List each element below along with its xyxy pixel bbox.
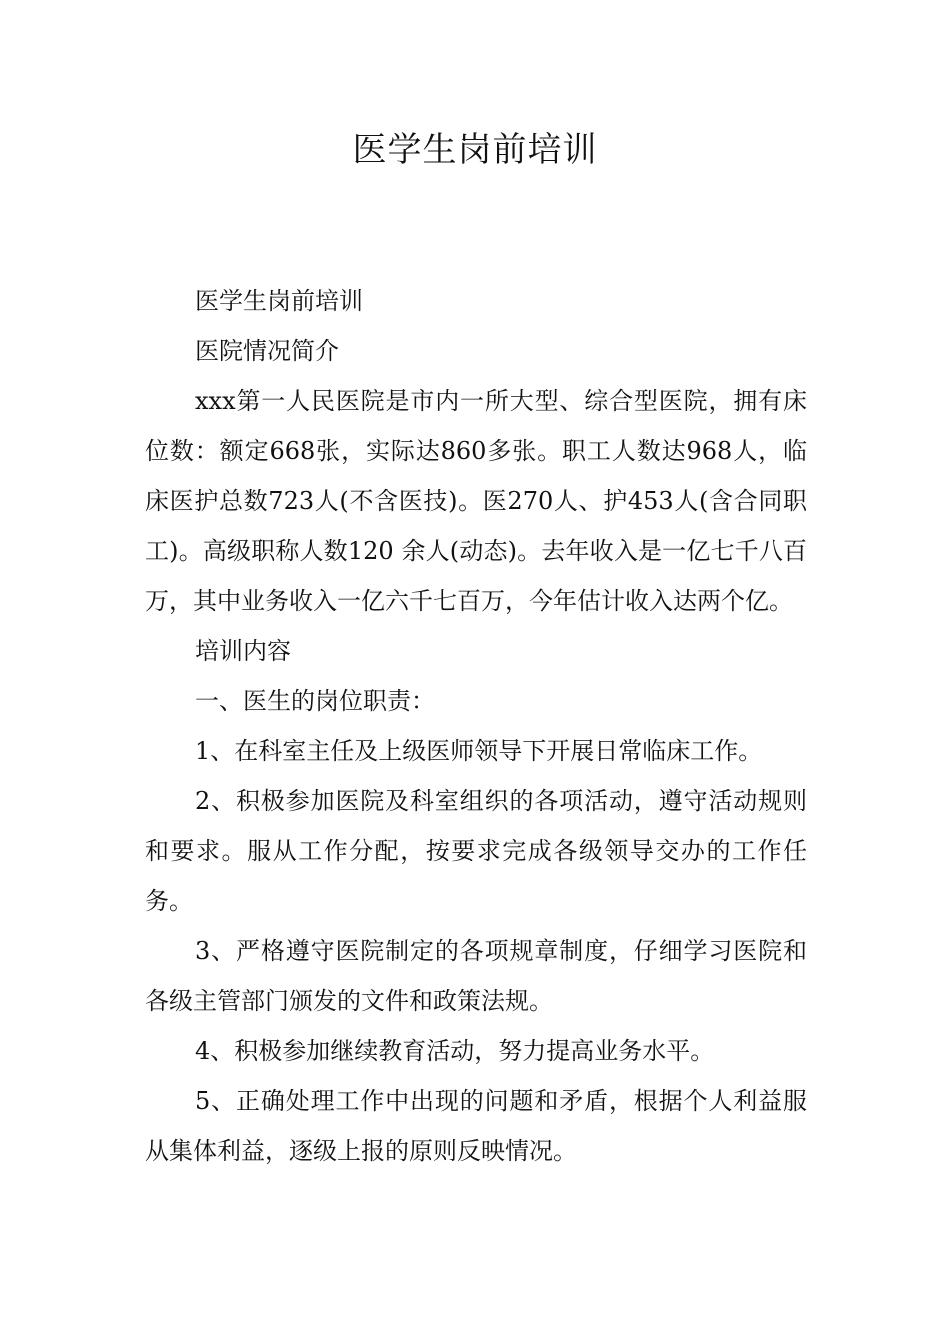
paragraph-hospital-intro: xxx第一人民医院是市内一所大型、综合型医院，拥有床位数：额定668张，实际达860多张。职工人数达968人，临床医护总数723人(不含医技)。医270人、护453人(含合同职工)。高级职称人数120 余人(动态)。去年收入是一亿七千八百万，其中业务收入一亿六千七百万，今年估计收入达两个亿。: [145, 387, 807, 615]
paragraph-duty-3: 3、严格遵守医院制定的各项规章制度，仔细学习医院和各级主管部门颁发的文件和政策法规。: [145, 937, 807, 1015]
document-body: [145, 276, 807, 1176]
paragraph-duty-5: 5、正确处理工作中出现的问题和矛盾，根据个人利益服从集体利益，逐级上报的原则反映情况。: [145, 1087, 807, 1165]
paragraph-duty-4: 4、积极参加继续教育活动，努力提高业务水平。: [195, 1037, 715, 1065]
paragraph-duty-2: 2、积极参加医院及科室组织的各项活动，遵守活动规则和要求。服从工作分配，按要求完成各级领导交办的工作任务。: [145, 787, 807, 915]
paragraph-heading: 医学生岗前培训: [195, 287, 363, 315]
paragraph-hospital-intro-heading: 医院情况简介: [195, 337, 339, 365]
paragraph-doctor-duties-heading: 一、医生的岗位职责：: [195, 687, 435, 715]
paragraph-training-content-heading: 培训内容: [195, 637, 291, 665]
paragraph-duty-1: 1、在科室主任及上级医师领导下开展日常临床工作。: [195, 737, 763, 765]
document-title: 医学生岗前培训: [352, 130, 598, 170]
